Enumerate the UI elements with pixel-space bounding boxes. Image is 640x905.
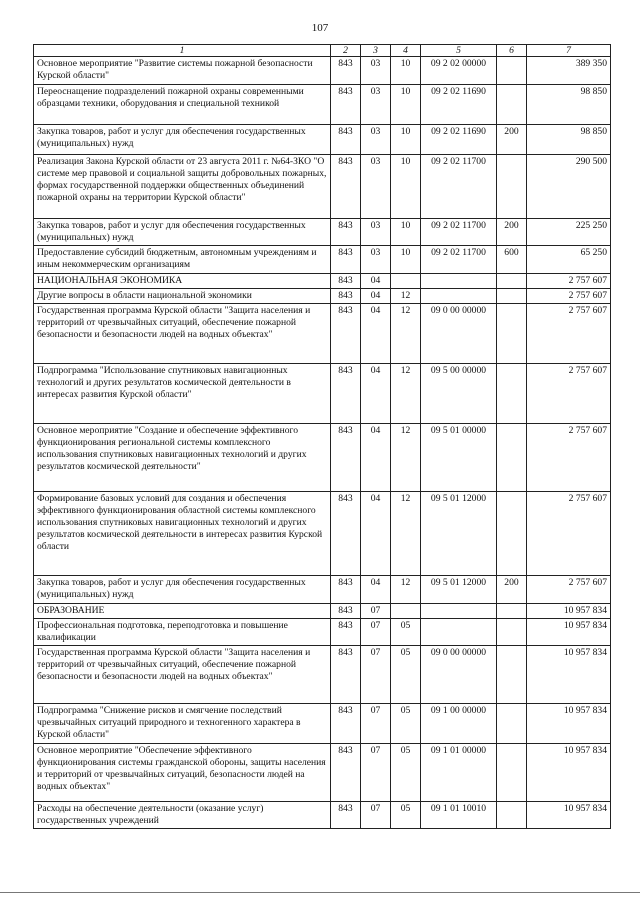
cell-amount: 10 957 834	[527, 744, 611, 802]
cell-subsection: 05	[391, 619, 421, 646]
cell-grbs: 843	[331, 219, 361, 246]
cell-section: 04	[361, 304, 391, 364]
cell-section: 03	[361, 85, 391, 125]
table-row	[34, 364, 611, 424]
cell-subsection: 10	[391, 57, 421, 85]
table-row	[34, 155, 611, 219]
cell-section: 07	[361, 604, 391, 619]
cell-section: 03	[361, 246, 391, 274]
cell-grbs: 843	[331, 246, 361, 274]
table-header-row	[34, 45, 611, 57]
cell-target-article: 09 5 01 12000	[421, 576, 497, 604]
cell-expense-type: 200	[497, 219, 527, 246]
cell-expense-type: 600	[497, 246, 527, 274]
cell-section: 04	[361, 364, 391, 424]
table-row	[34, 125, 611, 155]
cell-grbs: 843	[331, 304, 361, 364]
cell-grbs: 843	[331, 604, 361, 619]
cell-section: 04	[361, 492, 391, 576]
cell-section: 03	[361, 219, 391, 246]
cell-subsection: 10	[391, 125, 421, 155]
cell-grbs: 843	[331, 85, 361, 125]
cell-grbs: 843	[331, 424, 361, 492]
cell-description: Основное мероприятие "Обеспечение эффективного функционирования системы гражданской обороны, защиты населения и территорий от чрезвычайных ситуаций, безопасности людей на водных объектах"	[34, 744, 331, 802]
cell-description: Реализация Закона Курской области от 23 августа 2011 г. №64-ЗКО "О системе мер правовой и социальной защиты добровольных пожарных, формах государственной поддержки общественных объединений пожарной охраны на территории Курской области"	[34, 155, 331, 219]
table-row	[34, 802, 611, 829]
cell-amount: 2 757 607	[527, 364, 611, 424]
cell-grbs: 843	[331, 125, 361, 155]
cell-section: 04	[361, 274, 391, 289]
cell-subsection	[391, 274, 421, 289]
cell-description: Закупка товаров, работ и услуг для обеспечения государственных (муниципальных) нужд	[34, 125, 331, 155]
cell-expense-type: 200	[497, 576, 527, 604]
cell-subsection: 12	[391, 304, 421, 364]
cell-description: Переоснащение подразделений пожарной охраны современными образцами техники, оборудования и специальной техникой	[34, 85, 331, 125]
header-col-3: 3	[361, 45, 391, 57]
cell-description: ОБРАЗОВАНИЕ	[34, 604, 331, 619]
cell-amount: 2 757 607	[527, 304, 611, 364]
cell-subsection: 10	[391, 155, 421, 219]
cell-description: Основное мероприятие "Создание и обеспечение эффективного функционирования региональной системы комплексного использования спутниковых навигационных технологий и других результатов космической деятельности"	[34, 424, 331, 492]
cell-description: Предоставление субсидий бюджетным, автономным учреждениям и иным некоммерческим организациям	[34, 246, 331, 274]
cell-description: Подпрограмма "Снижение рисков и смягчение последствий чрезвычайных ситуаций природного и техногенного характера в Курской области"	[34, 704, 331, 744]
cell-amount: 10 957 834	[527, 619, 611, 646]
cell-expense-type	[497, 364, 527, 424]
cell-subsection: 05	[391, 802, 421, 829]
cell-description: Закупка товаров, работ и услуг для обеспечения государственных (муниципальных) нужд	[34, 576, 331, 604]
cell-section: 04	[361, 576, 391, 604]
cell-grbs: 843	[331, 492, 361, 576]
table-row	[34, 619, 611, 646]
header-col-1: 1	[34, 45, 331, 57]
cell-subsection: 12	[391, 289, 421, 304]
cell-target-article: 09 2 02 11700	[421, 246, 497, 274]
cell-grbs: 843	[331, 364, 361, 424]
cell-expense-type	[497, 744, 527, 802]
cell-description: Основное мероприятие "Развитие системы пожарной безопасности Курской области"	[34, 57, 331, 85]
header-col-7: 7	[527, 45, 611, 57]
cell-subsection: 05	[391, 646, 421, 704]
cell-target-article: 09 1 01 00000	[421, 744, 497, 802]
header-col-5: 5	[421, 45, 497, 57]
table-row	[34, 424, 611, 492]
cell-target-article: 09 5 01 12000	[421, 492, 497, 576]
cell-amount: 2 757 607	[527, 289, 611, 304]
cell-section: 07	[361, 704, 391, 744]
cell-grbs: 843	[331, 619, 361, 646]
cell-description: Другие вопросы в области национальной экономики	[34, 289, 331, 304]
table-row	[34, 85, 611, 125]
cell-grbs: 843	[331, 646, 361, 704]
cell-subsection: 05	[391, 744, 421, 802]
cell-subsection: 05	[391, 704, 421, 744]
cell-amount: 98 850	[527, 125, 611, 155]
cell-section: 03	[361, 57, 391, 85]
cell-section: 07	[361, 619, 391, 646]
cell-target-article: 09 0 00 00000	[421, 646, 497, 704]
cell-grbs: 843	[331, 274, 361, 289]
cell-target-article: 09 2 02 11690	[421, 125, 497, 155]
table-row	[34, 576, 611, 604]
cell-section: 07	[361, 646, 391, 704]
cell-description: НАЦИОНАЛЬНАЯ ЭКОНОМИКА	[34, 274, 331, 289]
cell-amount: 10 957 834	[527, 604, 611, 619]
cell-expense-type	[497, 424, 527, 492]
cell-description: Закупка товаров, работ и услуг для обеспечения государственных (муниципальных) нужд	[34, 219, 331, 246]
cell-target-article: 09 1 01 10010	[421, 802, 497, 829]
table-row	[34, 604, 611, 619]
cell-target-article: 09 2 02 11690	[421, 85, 497, 125]
cell-section: 04	[361, 289, 391, 304]
cell-expense-type	[497, 802, 527, 829]
cell-amount: 225 250	[527, 219, 611, 246]
page-number: 107	[311, 22, 329, 34]
cell-amount: 10 957 834	[527, 802, 611, 829]
cell-amount: 2 757 607	[527, 492, 611, 576]
cell-expense-type	[497, 646, 527, 704]
cell-target-article	[421, 274, 497, 289]
cell-amount: 98 850	[527, 85, 611, 125]
cell-target-article	[421, 604, 497, 619]
cell-expense-type	[497, 492, 527, 576]
cell-expense-type	[497, 274, 527, 289]
table-row	[34, 646, 611, 704]
cell-grbs: 843	[331, 289, 361, 304]
page-bottom-rule	[0, 892, 640, 893]
cell-subsection: 10	[391, 246, 421, 274]
cell-expense-type	[497, 619, 527, 646]
cell-description: Государственная программа Курской области "Защита населения и территорий от чрезвычайных ситуаций, обеспечение пожарной безопасности и безопасности людей на водных объектах"	[34, 646, 331, 704]
cell-target-article: 09 0 00 00000	[421, 304, 497, 364]
table-row	[34, 304, 611, 364]
cell-amount: 290 500	[527, 155, 611, 219]
cell-subsection: 12	[391, 424, 421, 492]
cell-subsection: 12	[391, 492, 421, 576]
cell-expense-type	[497, 704, 527, 744]
cell-amount: 10 957 834	[527, 704, 611, 744]
cell-target-article	[421, 619, 497, 646]
cell-grbs: 843	[331, 744, 361, 802]
cell-target-article: 09 5 01 00000	[421, 424, 497, 492]
cell-grbs: 843	[331, 155, 361, 219]
cell-expense-type: 200	[497, 125, 527, 155]
cell-description: Государственная программа Курской области "Защита населения и территорий от чрезвычайных ситуаций, обеспечение пожарной безопасности и безопасности людей на водных объектах"	[34, 304, 331, 364]
cell-expense-type	[497, 289, 527, 304]
table-row	[34, 744, 611, 802]
cell-target-article: 09 2 02 00000	[421, 57, 497, 85]
cell-section: 07	[361, 744, 391, 802]
cell-section: 04	[361, 424, 391, 492]
cell-amount: 2 757 607	[527, 274, 611, 289]
cell-amount: 65 250	[527, 246, 611, 274]
cell-target-article: 09 5 00 00000	[421, 364, 497, 424]
table-row	[34, 704, 611, 744]
cell-expense-type	[497, 304, 527, 364]
cell-section: 03	[361, 155, 391, 219]
table-row	[34, 274, 611, 289]
cell-description: Расходы на обеспечение деятельности (оказание услуг) государственных учреждений	[34, 802, 331, 829]
cell-description: Профессиональная подготовка, переподготовка и повышение квалификации	[34, 619, 331, 646]
cell-amount: 2 757 607	[527, 424, 611, 492]
cell-target-article: 09 2 02 11700	[421, 219, 497, 246]
budget-table	[33, 44, 611, 829]
cell-section: 03	[361, 125, 391, 155]
cell-subsection	[391, 604, 421, 619]
cell-amount: 10 957 834	[527, 646, 611, 704]
table-row	[34, 246, 611, 274]
cell-expense-type	[497, 57, 527, 85]
cell-grbs: 843	[331, 802, 361, 829]
cell-section: 07	[361, 802, 391, 829]
header-col-2: 2	[331, 45, 361, 57]
cell-subsection: 10	[391, 219, 421, 246]
table-row	[34, 492, 611, 576]
table-row	[34, 289, 611, 304]
cell-grbs: 843	[331, 57, 361, 85]
cell-subsection: 12	[391, 364, 421, 424]
table-row	[34, 219, 611, 246]
table-row	[34, 57, 611, 85]
cell-description: Подпрограмма "Использование спутниковых навигационных технологий и других результатов космической деятельности в интересах развития Курской области"	[34, 364, 331, 424]
cell-expense-type	[497, 604, 527, 619]
cell-amount: 2 757 607	[527, 576, 611, 604]
cell-expense-type	[497, 85, 527, 125]
cell-subsection: 12	[391, 576, 421, 604]
cell-expense-type	[497, 155, 527, 219]
cell-description: Формирование базовых условий для создания и обеспечения эффективного функционирования областной системы комплексного использования спутниковых навигационных технологий и других результатов космической деятельности в интересах развития Курской области	[34, 492, 331, 576]
cell-amount: 389 350	[527, 57, 611, 85]
cell-target-article: 09 2 02 11700	[421, 155, 497, 219]
cell-target-article: 09 1 00 00000	[421, 704, 497, 744]
cell-grbs: 843	[331, 704, 361, 744]
header-col-4: 4	[391, 45, 421, 57]
cell-subsection: 10	[391, 85, 421, 125]
header-col-6: 6	[497, 45, 527, 57]
cell-target-article	[421, 289, 497, 304]
cell-grbs: 843	[331, 576, 361, 604]
